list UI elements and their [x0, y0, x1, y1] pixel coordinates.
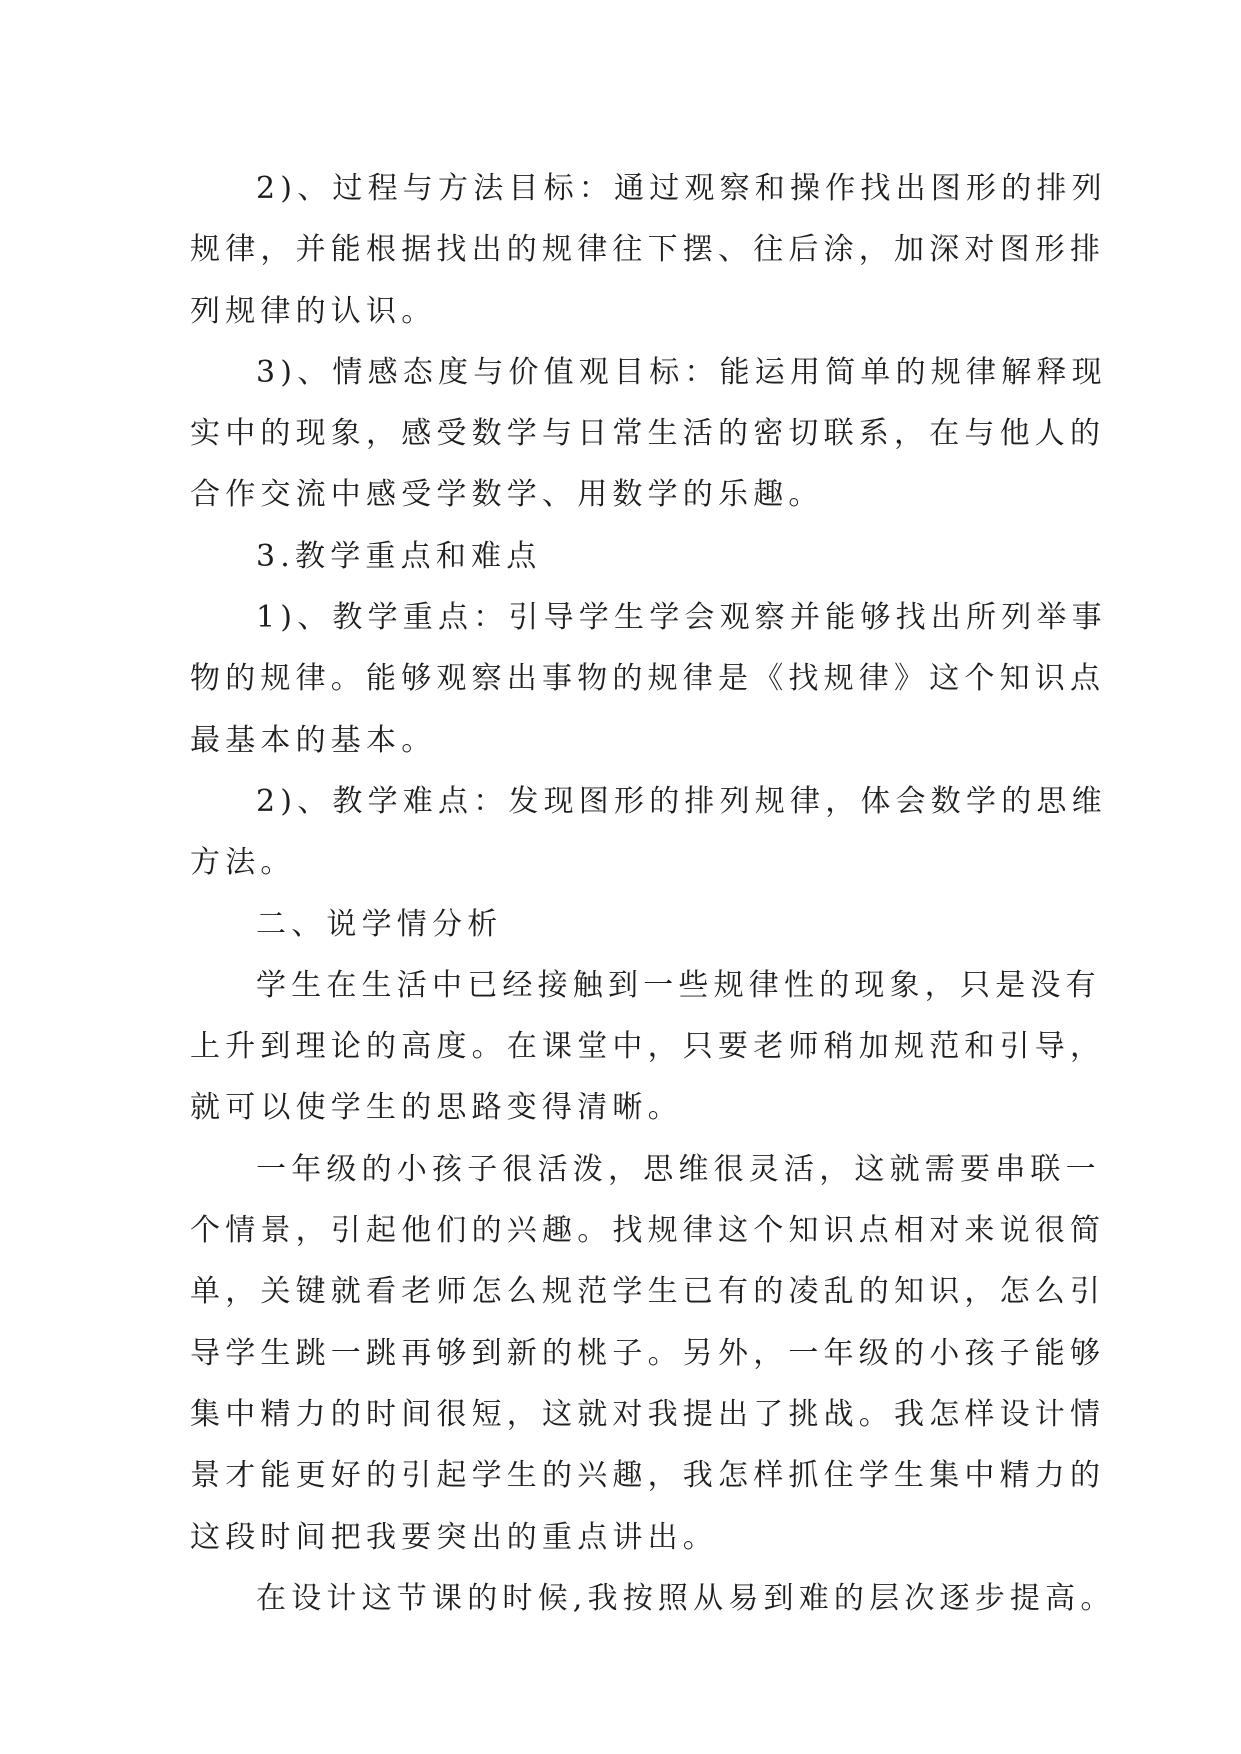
- text-line: 二、说学情分析: [256, 906, 503, 942]
- paragraph-student-experience: [190, 955, 1106, 1139]
- text-line: 这段时间把我要突出的重点讲出。: [190, 1519, 718, 1555]
- section-heading-key-difficult-points: [190, 526, 1050, 587]
- text-line: 景才能更好的引起学生的兴趣，我怎样抓住学生集中精力的: [190, 1458, 1106, 1494]
- text-line: 3.教学重点和难点: [256, 538, 542, 574]
- text-line: 列规律的认识。: [190, 293, 437, 329]
- text-line: 2)、教学难点：发现图形的排列规律，体会数学的思维: [256, 783, 1107, 819]
- text-line: 实中的现象，感受数学与日常生活的密切联系，在与他人的: [190, 416, 1106, 452]
- text-line: 物的规律。能够观察出事物的规律是《找规律》这个知识点: [190, 661, 1106, 697]
- text-line: 个情景，引起他们的兴趣。找规律这个知识点相对来说很简: [190, 1213, 1106, 1249]
- text-line: 集中精力的时间很短，这就对我提出了挑战。我怎样设计情: [190, 1396, 1106, 1432]
- paragraph-first-grade-children: [190, 1139, 1106, 1568]
- text-line: 方法。: [190, 845, 296, 881]
- paragraph-lesson-design: [190, 1568, 1116, 1629]
- text-line: 合作交流中感受学数学、用数学的乐趣。: [190, 477, 824, 513]
- text-line: 2)、过程与方法目标：通过观察和操作找出图形的排列: [256, 171, 1107, 206]
- text-line: 就可以使学生的思路变得清晰。: [190, 1090, 683, 1126]
- text-line: 单，关键就看老师怎么规范学生已有的凌乱的知识，怎么引: [190, 1274, 1106, 1310]
- paragraph-emotion-value-goal: [190, 342, 1107, 526]
- text-line: 一年级的小孩子很活泼，思维很灵活，这就需要串联一: [256, 1151, 1101, 1187]
- paragraph-teaching-difficulty: [190, 771, 1107, 894]
- text-line: 最基本的基本。: [190, 722, 437, 758]
- text-line: 导学生跳一跳再够到新的桃子。另外，一年级的小孩子能够: [190, 1335, 1106, 1371]
- paragraph-teaching-key-point: [190, 587, 1107, 771]
- text-line: 上升到理论的高度。在课堂中，只要老师稍加规范和引导，: [190, 1029, 1106, 1065]
- paragraph-process-method-goal: [190, 158, 1107, 342]
- text-line: 1)、教学重点：引导学生学会观察并能够找出所列举事: [256, 600, 1107, 636]
- text-line: 规律，并能根据找出的规律往下摆、往后涂，加深对图形排: [190, 232, 1106, 268]
- text-line: 3)、情感态度与价值观目标：能运用简单的规律解释现: [256, 354, 1107, 390]
- text-line: 在设计这节课的时候,我按照从易到难的层次逐步提高。: [256, 1580, 1116, 1616]
- section-heading-student-analysis: [190, 894, 1050, 955]
- text-line: 学生在生活中已经接触到一些规律性的现象，只是没有: [256, 967, 1101, 1003]
- document-body: [190, 158, 1116, 1629]
